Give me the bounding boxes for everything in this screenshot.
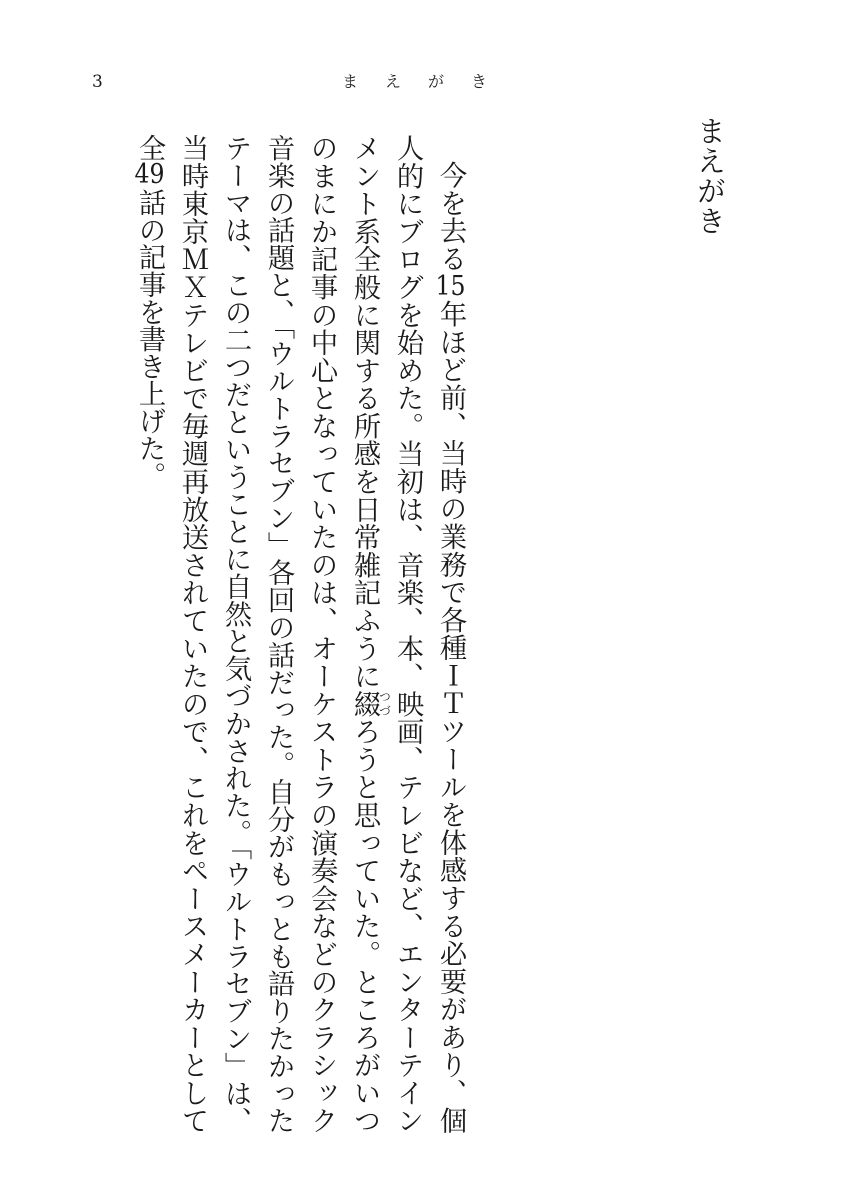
- body-segment: 今を去る: [435, 161, 466, 273]
- body-text: [128, 134, 472, 1134]
- year-number: 15: [435, 272, 466, 300]
- ruby-base: 綴: [349, 689, 380, 718]
- chapter-title: まえがき: [693, 116, 727, 236]
- body-segment: ろうと思っていた。ところがいつのまにか記事の中心となっていたのは、オーケストラの演奏会などのクラシック音楽の話題と、「ウルトラセブン」各回の話だった。自分がもっとも語りたかったテーマは、この二つだということに自然と気づかされた。「ウルトラセブン」は、当時東京ＭＸテレビで毎週再放送されていたので、これをペースメーカーとして全: [134, 134, 380, 1135]
- body-segment: 年ほど前、当時の業務で各種ＩＴツールを体感する必要があり、個人的にブログを始めた。当初は、音楽、本、映画、テレビなど、エンターテインメント系全般に関する所感を日常雑記ふうに: [349, 134, 466, 1135]
- ruby-reading: つづ: [377, 689, 392, 718]
- running-head: まえがき: [342, 72, 515, 91]
- body-paragraph: [128, 134, 472, 1134]
- ruby-word: [349, 689, 392, 718]
- episode-count: 49: [134, 161, 165, 189]
- body-segment: 話の記事を書き上げた。: [134, 188, 165, 489]
- page-number: 3: [92, 72, 103, 92]
